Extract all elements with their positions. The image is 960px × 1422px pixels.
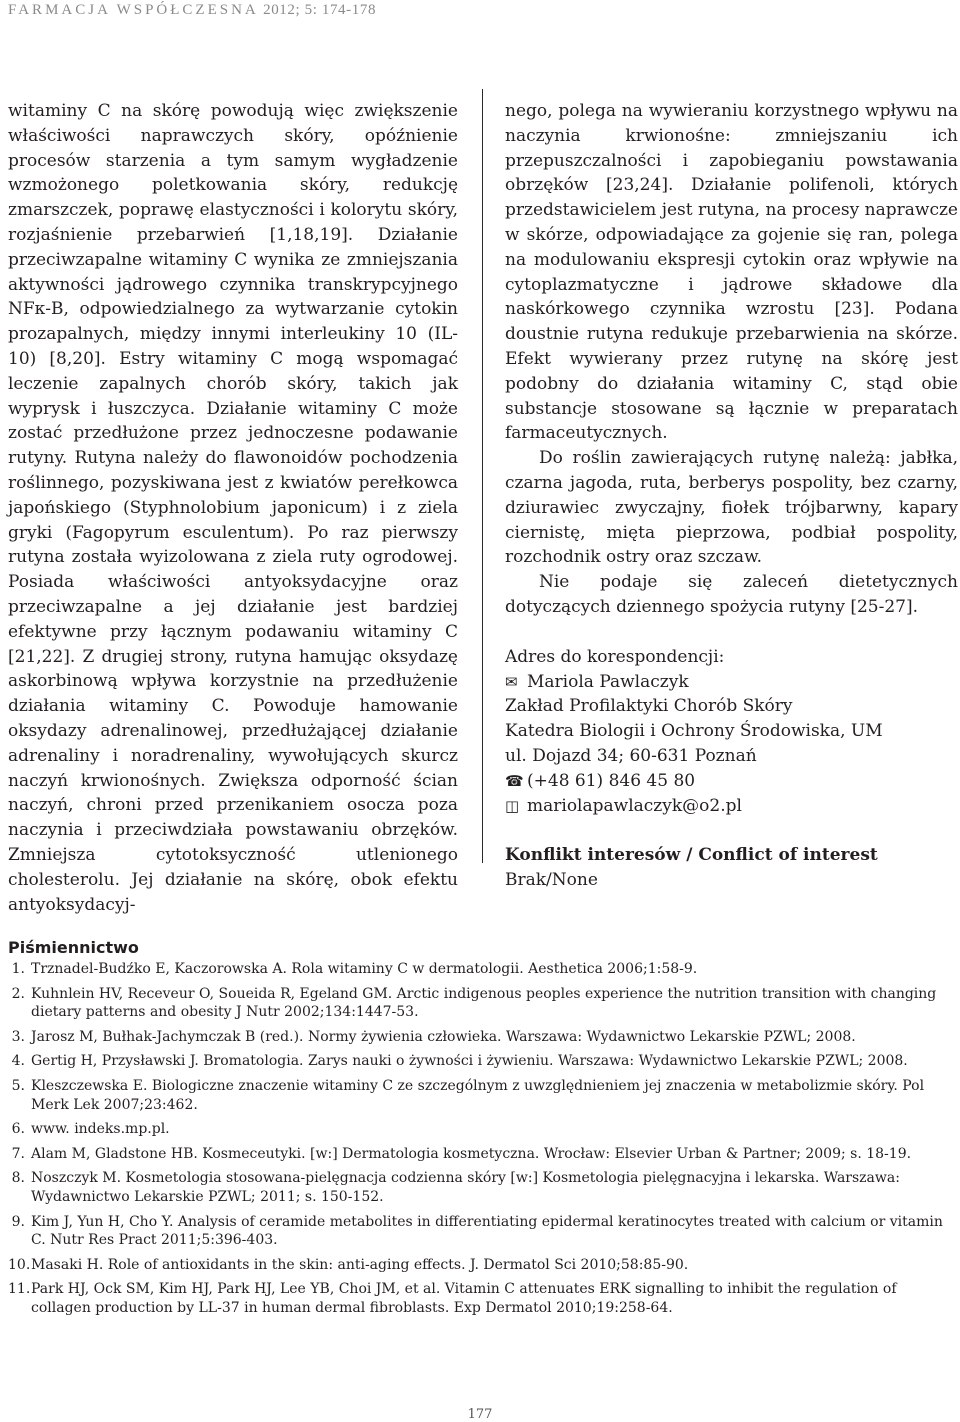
spacer: [505, 620, 958, 645]
reference-number: 4.: [11, 1053, 25, 1070]
reference-text: Park HJ, Ock SM, Kim HJ, Park HJ, Lee YB, Choi JM, et al. Vitamin C attenuates ERK signalling to inhibit the regulation of collagen production by LL-37 in human dermal fibroblasts. Exp Dermatol 2010;19:258-64.: [31, 1281, 897, 1316]
left-column: [8, 99, 458, 917]
contact-faculty: Katedra Biologii i Ochrony Środowiska, UM: [505, 721, 883, 742]
contact-department: Zakład Profilaktyki Chorób Skóry: [505, 696, 793, 717]
contact-name-line: [505, 670, 958, 695]
contact-address: ul. Dojazd 34; 60-631 Poznań: [505, 745, 757, 766]
reference-number: 7.: [11, 1145, 25, 1162]
reference-item: [8, 1213, 960, 1250]
conflict-value: Brak/None: [505, 870, 598, 891]
reference-number: 5.: [11, 1077, 25, 1094]
contact-phone: (+48 61) 846 45 80: [527, 770, 696, 791]
phone-icon: ☎: [505, 771, 524, 790]
reference-item: [8, 1145, 960, 1164]
contact-phone-line: [505, 769, 958, 794]
reference-item: [8, 985, 960, 1022]
reference-number: 11.: [8, 1281, 31, 1298]
body-paragraph: witaminy C na skórę powodują więc zwiększenie właściwości naprawczych skóry, opóźnienie procesów starzenia a tym samym wygładzenie wzmożonego poletkowania skóry, redukcję zmarszczek, poprawę elastyczności i kolorytu skóry, rozjaśnienie przebarwień [1,18,19]. Działanie przeciwzapalne witaminy C wynika ze zmniejszania aktywności jądrowego czynnika transkrypcyjnego NFκ-B, odpowiedzialnego za wytwarzanie cytokin prozapalnych, między innymi interleukiny 10 (IL-10) [8,20]. Estry witaminy C mogą wspomagać leczenie zapalnych chorób skóry, takich jak wyprysk i łuszczyca. Działanie witaminy C może zostać przedłużone przez jednoczesne podawanie rutyny. Rutyna należy do flawonoidów pochodzenia roślinnego, pozyskiwana jest z kwiatów perełkowca japońskiego (Styphnolobium japonicum) i z ziela gryki (Fagopyrum esculentum). Po raz pierwszy rutyna została wyizolowana z ziela ruty ogrodowej. Posiada właściwości antyoksydacyjne oraz przeciwzapalne a jej działanie jest bardziej efektywne przy łącznym podawaniu witaminy C [21,22]. Z drugiej strony, rutyna hamując oksydazę askorbinową wpływa korzystnie na przedłużenie działania witaminy C. Powoduje hamowanie oksydazy adrenalinowej, przedłużającej działanie adrenaliny i noradrenaliny, wywołujących skurcz naczyń krwionośnych. Zwiększa odporność ścian naczyń, chroni przed przenikaniem osocza poza naczynia i przeciwdziała powstawaniu obrzęków. Zmniejsza cytotoksyczność utlenionego cholesterolu. Jej działanie na skórę, obok efektu antyoksydacyj-: [8, 101, 458, 915]
conflict-title: Konflikt interesów / Conflict of interest: [505, 845, 878, 866]
reference-number: 8.: [11, 1170, 25, 1187]
page-number: 177: [467, 1407, 493, 1422]
reference-text: Trznadel-Budźko E, Kaczorowska A. Rola witaminy C w dermatologii. Aesthetica 2006;1:58-9.: [31, 961, 698, 977]
reference-item: [8, 1280, 960, 1317]
envelope-icon: ✉: [505, 672, 518, 691]
reference-text: Noszczyk M. Kosmetologia stosowana-pielęgnacja codzienna skóry [w:] Kosmetologia pielęgnacyjna i lekarska. Warszawa: Wydawnictwo Lekarskie PZWL; 2011; s. 150-152.: [31, 1170, 900, 1205]
contact-name: Mariola Pawlaczyk: [527, 671, 689, 692]
journal-citation: 2012; 5: 174-178: [263, 2, 377, 18]
reference-item: [8, 1169, 960, 1206]
reference-number: 10.: [8, 1256, 31, 1273]
spacer: [505, 818, 958, 843]
reference-item: [8, 1052, 960, 1071]
reference-text: Kuhnlein HV, Receveur O, Soueida R, Egeland GM. Arctic indigenous peoples experience the nutrition transition with changing dietary patterns and obesity J Nutr 2002;134:1447-53.: [31, 985, 937, 1021]
reference-number: 6.: [11, 1121, 25, 1138]
body-paragraph: Do roślin zawierających rutynę należą: jabłka, czarna jagoda, ruta, berberys pospolity, bez czarny, dziurawiec zwyczajny, fiołek trójbarwny, kapary ciernistę, mięta pieprzowa, podbiał pospolity, rozchodnik ostry oraz szczaw.: [505, 448, 958, 568]
reference-text: Gertig H, Przysławski J. Bromatologia. Zarys nauki o żywności i żywieniu. Warszawa: Wydawnictwo Lekarskie PZWL; 2008.: [31, 1053, 908, 1070]
reference-item: [8, 1028, 960, 1047]
reference-text: Masaki H. Role of antioxidants in the skin: anti-aging effects. J. Dermatol Sci 2010;58:85-90.: [31, 1256, 689, 1273]
contact-email-line: [505, 794, 958, 819]
reference-number: 1.: [11, 961, 25, 977]
reference-text: Jarosz M, Bułhak-Jachymczak B (red.). Normy żywienia człowieka. Warszawa: Wydawnictwo Lekarskie PZWL; 2008.: [31, 1028, 856, 1045]
references-list: [8, 960, 960, 1324]
reference-text: Kleszczewska E. Biologiczne znaczenie witaminy C ze szczególnym z uwzględnieniem jej znaczenia w metabolizmie skóry. Pol Merk Lek 2007;23:462.: [31, 1077, 925, 1113]
right-column: [505, 99, 958, 893]
correspondence-heading: Adres do korespondencji:: [505, 646, 725, 667]
reference-item: [8, 1256, 960, 1275]
computer-icon: ◫: [505, 796, 520, 815]
reference-text: www. indeks.mp.pl.: [31, 1121, 170, 1138]
reference-item: [8, 1077, 960, 1114]
correspondence-block: [505, 645, 958, 819]
contact-email[interactable]: mariolapawlaczyk@o2.pl: [527, 795, 742, 816]
reference-item: [8, 1120, 960, 1139]
body-paragraph: Nie podaje się zaleceń dietetycznych dotyczących dziennego spożycia rutyny [25-27].: [505, 572, 958, 617]
reference-number: 3.: [11, 1028, 25, 1045]
reference-item: [8, 960, 960, 979]
references-title: Piśmiennictwo: [8, 938, 139, 957]
running-header: [8, 2, 376, 19]
journal-name: FARMACJA WSPÓŁCZESNA: [8, 2, 259, 18]
body-paragraph: nego, polega na wywieraniu korzystnego wpływu na naczynia krwionośne: zmniejszaniu ich przepuszczalności i zapobieganiu powstawania obrzęków [23,24]. Działanie polifenoli, których przedstawicielem jest rutyna, na procesy naprawcze w skórze, odpowiadające za gojenie się ran, polega na modulowaniu ekspresji cytokin oraz wpływie na cytoplazmatyczne i jądrowe składowe dla naskórkowego czynnika wzrostu [23]. Podana doustnie rutyna redukuje przebarwienia na skórze. Efekt wywierany przez rutynę na skórę jest podobny do działania witaminy C, stąd obie substancje stosowane są łącznie w preparatach farmaceutycznych.: [505, 101, 958, 444]
reference-number: 2.: [11, 985, 25, 1002]
column-divider: [482, 89, 483, 863]
reference-number: 9.: [11, 1213, 25, 1230]
reference-text: Alam M, Gladstone HB. Kosmeceutyki. [w:] Dermatologia kosmetyczna. Wrocław: Elsevier Urban & Partner; 2009; s. 18-19.: [31, 1145, 912, 1162]
reference-text: Kim J, Yun H, Cho Y. Analysis of ceramide metabolites in differentiating epidermal keratinocytes treated with calcium or vitamin C. Nutr Res Pract 2011;5:396-403.: [31, 1213, 943, 1249]
